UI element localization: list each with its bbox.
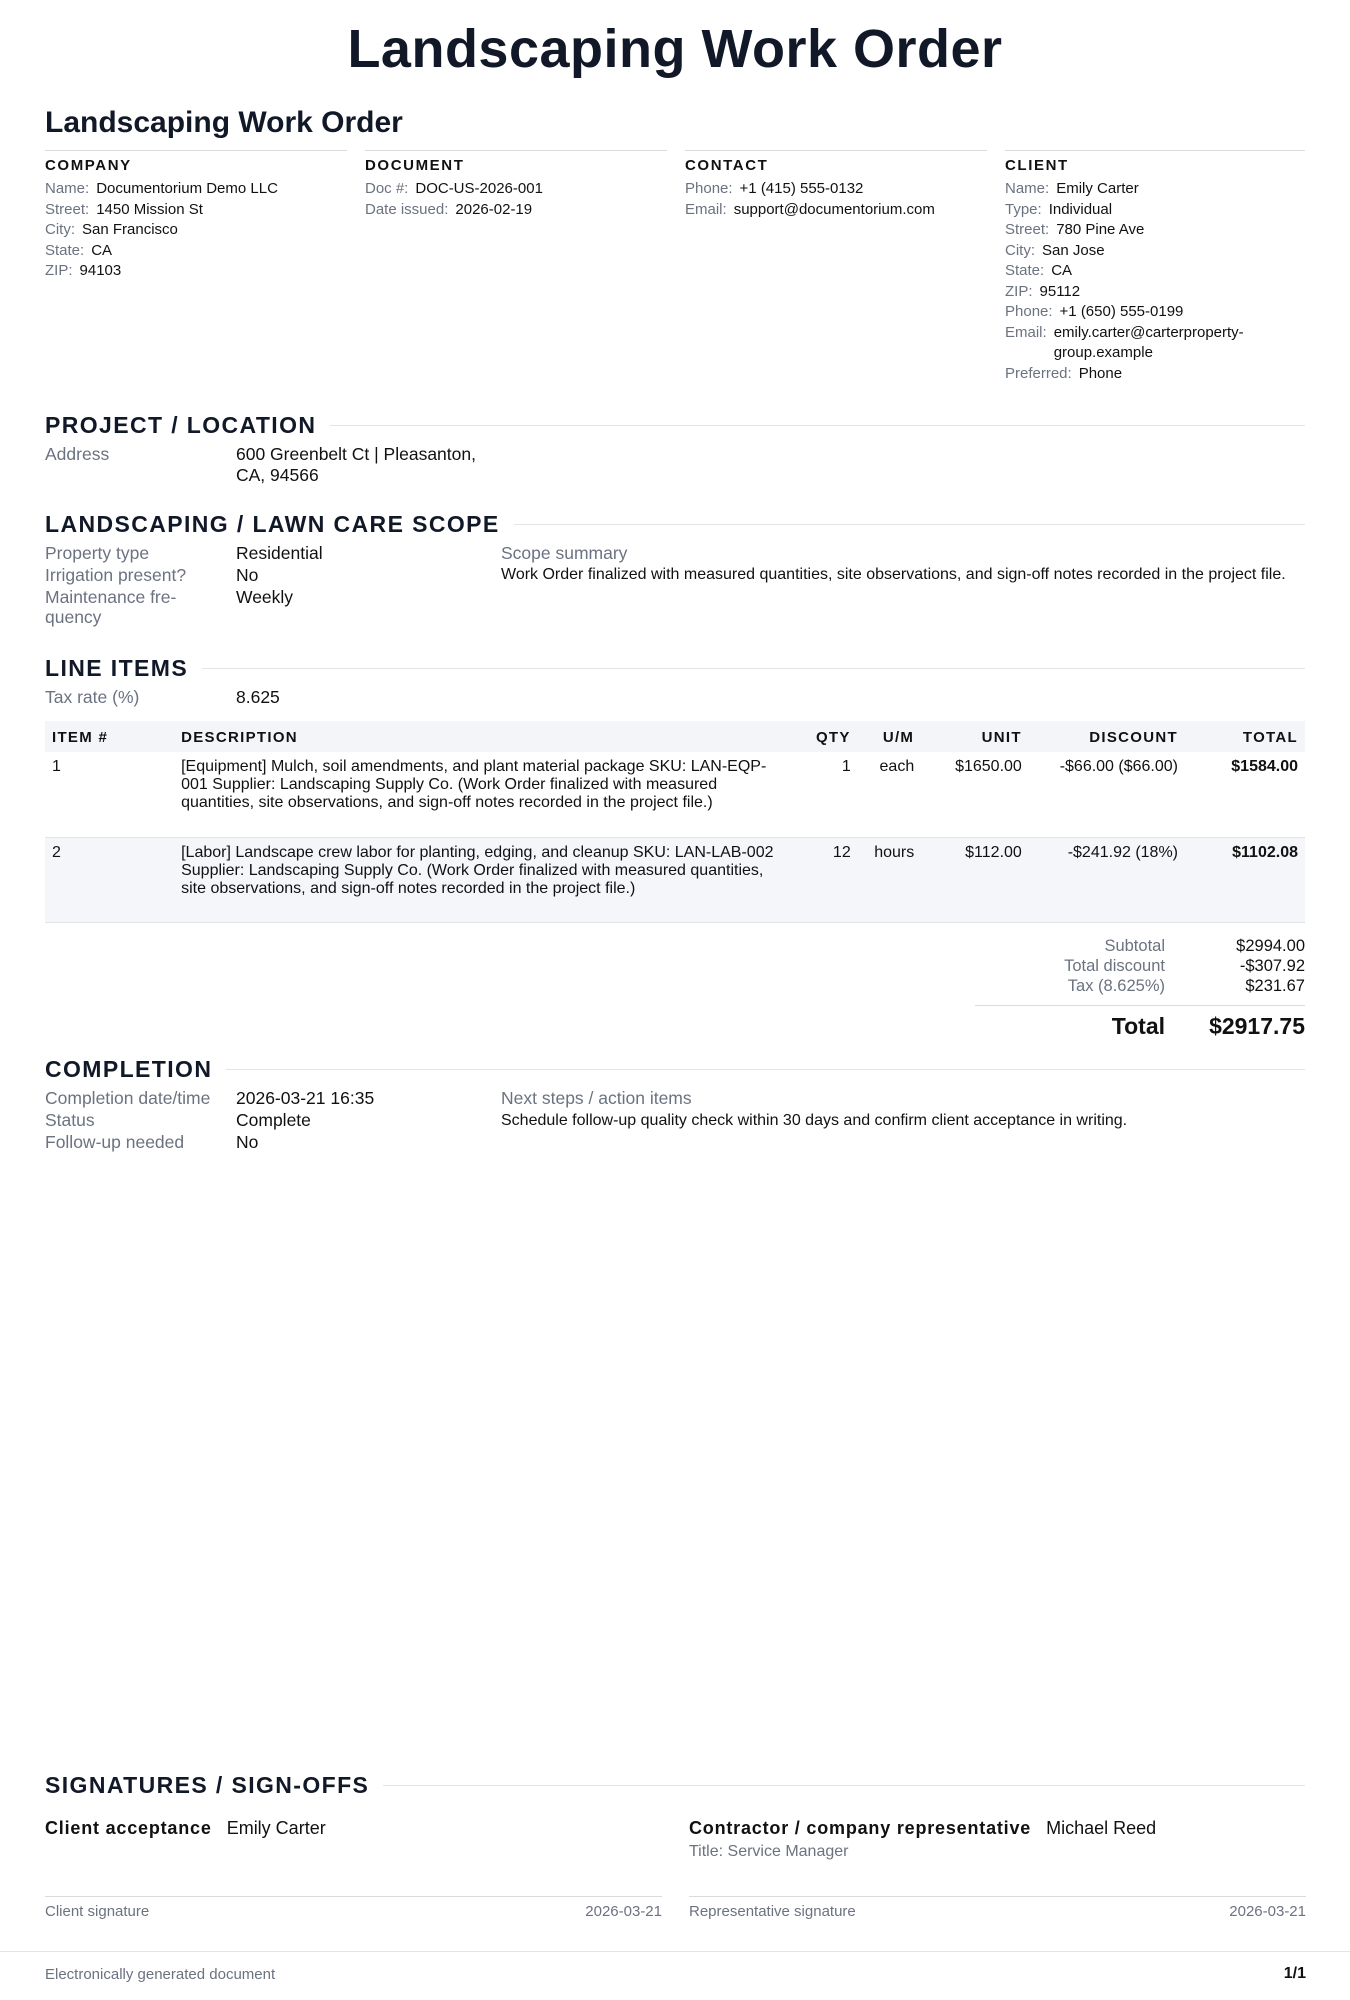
table-row xyxy=(45,752,1305,837)
company-field-value: Documentorium Demo LLC xyxy=(96,180,278,197)
client-acceptance-label: Client acceptance xyxy=(45,1818,212,1838)
company-field-row xyxy=(45,179,347,200)
company-field-value: San Francisco xyxy=(82,221,178,238)
document-heading: DOCUMENT xyxy=(365,157,465,174)
company-field-value: 1450 Mission St xyxy=(96,200,203,218)
client-field-label: Street: xyxy=(1005,221,1050,238)
next-steps-text: Schedule follow-up quality check within 30 days and confirm client acceptance in writing. xyxy=(501,1112,1128,1129)
footer-note: Electronically generated document xyxy=(45,1966,276,1983)
tax-label: Tax (8.625%) xyxy=(1067,977,1165,995)
property-type-value: Residential xyxy=(236,543,323,563)
unit-price-cell: $112.00 xyxy=(921,837,1029,922)
client-field-value: San Jose xyxy=(1042,241,1105,259)
subtotal-row xyxy=(905,937,1305,956)
client-fields xyxy=(1005,179,1305,384)
completion-datetime-label: Completion date/time xyxy=(45,1088,211,1108)
tax-rate-value: 8.625 xyxy=(236,687,280,707)
followup-label: Follow-up needed xyxy=(45,1132,185,1152)
client-field-label: Preferred: xyxy=(1005,364,1072,382)
project-heading: PROJECT / LOCATION xyxy=(45,412,317,438)
project-section-header xyxy=(45,412,1305,439)
column-header-total: TOTAL xyxy=(1185,721,1305,752)
scope-summary-text: Work Order finalized with measured quantities, site observations, and sign-off notes recorded in the project file. xyxy=(501,566,1286,583)
client-signature-label: Client signature xyxy=(45,1903,150,1920)
company-field-row xyxy=(45,241,347,262)
client-field-value: Phone xyxy=(1078,364,1123,382)
grand-total-label: Total xyxy=(1111,1013,1165,1039)
total-divider xyxy=(975,1005,1305,1006)
representative-acceptance xyxy=(689,1818,1156,1839)
subtotal-label: Subtotal xyxy=(1104,937,1165,955)
line-items-heading: LINE ITEMS xyxy=(45,655,189,681)
representative-label: Contractor / company representative xyxy=(689,1818,1032,1838)
frequency-value: Weekly xyxy=(236,587,294,607)
property-type-label: Property type xyxy=(45,543,150,563)
discount-cell: -$66.00 ($66.00) xyxy=(1029,752,1185,837)
client-signature-line xyxy=(45,1896,662,1897)
followup-value: No xyxy=(236,1132,259,1152)
client-field-row xyxy=(1005,302,1305,323)
company-field-label: City: xyxy=(45,221,75,238)
client-field-label: ZIP: xyxy=(1005,282,1033,300)
contact-block xyxy=(685,150,987,220)
document-subtitle: Landscaping Work Order xyxy=(45,106,403,139)
qty-cell: 1 xyxy=(789,752,858,837)
section-divider xyxy=(383,1785,1305,1786)
item-number-cell: 1 xyxy=(45,752,174,837)
client-field-label: Email: xyxy=(1005,323,1047,341)
client-heading: CLIENT xyxy=(1005,157,1069,174)
frequency-label-line-2: quency xyxy=(45,607,102,627)
client-field-label: City: xyxy=(1005,241,1035,259)
client-field-row xyxy=(1005,364,1305,385)
company-block xyxy=(45,150,347,282)
table-row xyxy=(45,837,1305,922)
um-cell: each xyxy=(858,752,922,837)
company-field-row xyxy=(45,200,347,221)
client-acceptance xyxy=(45,1818,326,1839)
client-field-value: +1 (650) 555-0199 xyxy=(1059,303,1184,320)
client-field-value: 780 Pine Ave xyxy=(1056,221,1145,238)
client-field-value: Individual xyxy=(1048,200,1113,218)
company-heading: COMPANY xyxy=(45,157,132,174)
company-field-label: Street: xyxy=(45,200,90,218)
contact-field-row xyxy=(685,179,987,200)
representative-signature-line xyxy=(689,1896,1306,1897)
address-label: Address xyxy=(45,444,110,464)
client-field-value: Emily Carter xyxy=(1056,180,1139,197)
description-cell: [Equipment] Mulch, soil amendments, and plant material package SKU: LAN-EQP-001 Supplier: Landscaping Supply Co. (Work Order finalized with measured quantities, site observations, and sign-off notes recorded in the project file.) xyxy=(174,752,789,837)
signatures-section-header xyxy=(45,1772,1305,1799)
table-header-row xyxy=(45,721,1305,752)
client-acceptance-name: Emily Carter xyxy=(226,1818,326,1838)
irrigation-label: Irrigation present? xyxy=(45,565,187,585)
column-header-description: DESCRIPTION xyxy=(174,721,789,752)
contact-heading: CONTACT xyxy=(685,157,769,174)
company-field-value: CA xyxy=(91,241,113,259)
page-number: 1/1 xyxy=(1283,1965,1306,1982)
tax-value: $231.67 xyxy=(1245,977,1305,995)
client-field-label: Name: xyxy=(1005,180,1050,197)
column-header-unit: UNIT xyxy=(921,721,1029,752)
line-total-cell: $1102.08 xyxy=(1185,837,1305,922)
status-label: Status xyxy=(45,1110,95,1130)
contact-field-label: Phone: xyxy=(685,180,733,197)
company-fields xyxy=(45,179,347,282)
column-header-discount: DISCOUNT xyxy=(1029,721,1185,752)
client-field-value: emily.carter@carterproperty-group.example xyxy=(1053,323,1244,361)
next-steps-label: Next steps / action items xyxy=(501,1088,692,1108)
line-items-table xyxy=(45,721,1305,923)
document-field-label: Date issued: xyxy=(365,200,449,218)
client-field-row xyxy=(1005,323,1305,364)
client-field-value: 95112 xyxy=(1039,282,1081,300)
footer-divider xyxy=(0,1951,1350,1952)
contact-field-row xyxy=(685,200,987,221)
description-cell: [Labor] Landscape crew labor for planting, edging, and cleanup SKU: LAN-LAB-002 Supplier: Landscaping Supply Co. (Work Order finalized with measured quantities, site observations, and sign-off notes recorded in the project file.) xyxy=(174,837,789,922)
grand-total-row xyxy=(905,1013,1305,1040)
line-items-section-header xyxy=(45,655,1305,682)
client-field-row xyxy=(1005,261,1305,282)
subtotal-value: $2994.00 xyxy=(1236,937,1305,955)
client-field-value: CA xyxy=(1051,262,1073,279)
um-cell: hours xyxy=(858,837,922,922)
discount-row xyxy=(905,957,1305,976)
section-divider xyxy=(514,524,1305,525)
status-value: Complete xyxy=(236,1110,311,1130)
item-number-cell: 2 xyxy=(45,837,174,922)
completion-datetime-value: 2026-03-21 16:35 xyxy=(236,1088,375,1108)
scope-section-header xyxy=(45,511,1305,538)
total-discount-label: Total discount xyxy=(1064,957,1165,975)
company-field-row xyxy=(45,220,347,241)
document-block xyxy=(365,150,667,220)
completion-heading: COMPLETION xyxy=(45,1056,213,1082)
company-field-label: Name: xyxy=(45,180,90,197)
client-field-label: Phone: xyxy=(1005,303,1053,320)
tax-row xyxy=(905,977,1305,996)
address-line-2: CA, 94566 xyxy=(236,465,319,485)
company-field-row xyxy=(45,261,347,282)
grand-total-value: $2917.75 xyxy=(1209,1013,1305,1039)
document-field-label: Doc #: xyxy=(365,180,409,197)
unit-price-cell: $1650.00 xyxy=(921,752,1029,837)
column-header-item: ITEM # xyxy=(45,721,174,752)
client-field-label: Type: xyxy=(1005,200,1042,218)
irrigation-value: No xyxy=(236,565,259,585)
client-field-row xyxy=(1005,241,1305,262)
client-field-row xyxy=(1005,179,1305,200)
qty-cell: 12 xyxy=(789,837,858,922)
representative-signature-label: Representative signature xyxy=(689,1903,856,1920)
section-divider xyxy=(202,668,1305,669)
document-field-value: DOC-US-2026-001 xyxy=(415,180,543,197)
client-field-row xyxy=(1005,282,1305,303)
tax-rate-label: Tax rate (%) xyxy=(45,687,140,707)
frequency-label-line-1: Maintenance fre- xyxy=(45,587,177,607)
scope-heading: LANDSCAPING / LAWN CARE SCOPE xyxy=(45,511,500,537)
client-field-label: State: xyxy=(1005,262,1045,279)
representative-signature-date: 2026-03-21 xyxy=(1229,1903,1306,1920)
document-field-value: 2026-02-19 xyxy=(455,200,533,218)
company-field-label: State: xyxy=(45,241,85,259)
client-block xyxy=(1005,150,1305,384)
representative-name: Michael Reed xyxy=(1046,1818,1157,1838)
document-field-row xyxy=(365,200,667,221)
client-field-row xyxy=(1005,220,1305,241)
contact-field-label: Email: xyxy=(685,200,727,218)
client-signature-date: 2026-03-21 xyxy=(585,1903,662,1920)
document-fields xyxy=(365,179,667,220)
document-field-row xyxy=(365,179,667,200)
section-divider xyxy=(226,1069,1305,1070)
scope-summary-label: Scope summary xyxy=(501,543,628,563)
line-total-cell: $1584.00 xyxy=(1185,752,1305,837)
company-field-value: 94103 xyxy=(79,262,122,279)
completion-section-header xyxy=(45,1056,1305,1083)
representative-title: Title: Service Manager xyxy=(689,1843,849,1860)
client-field-row xyxy=(1005,200,1305,221)
address-line-1: 600 Greenbelt Ct | Pleasanton, xyxy=(236,444,476,464)
column-header-qty: QTY xyxy=(789,721,858,752)
contact-field-value: support@documentorium.com xyxy=(733,200,935,218)
contact-fields xyxy=(685,179,987,220)
company-field-label: ZIP: xyxy=(45,262,73,279)
document-title: Landscaping Work Order xyxy=(347,19,1003,79)
column-header-um: U/M xyxy=(858,721,922,752)
total-discount-value: -$307.92 xyxy=(1239,957,1305,975)
discount-cell: -$241.92 (18%) xyxy=(1029,837,1185,922)
contact-field-value: +1 (415) 555-0132 xyxy=(739,180,864,197)
section-divider xyxy=(330,425,1305,426)
signatures-heading: SIGNATURES / SIGN-OFFS xyxy=(45,1772,370,1798)
